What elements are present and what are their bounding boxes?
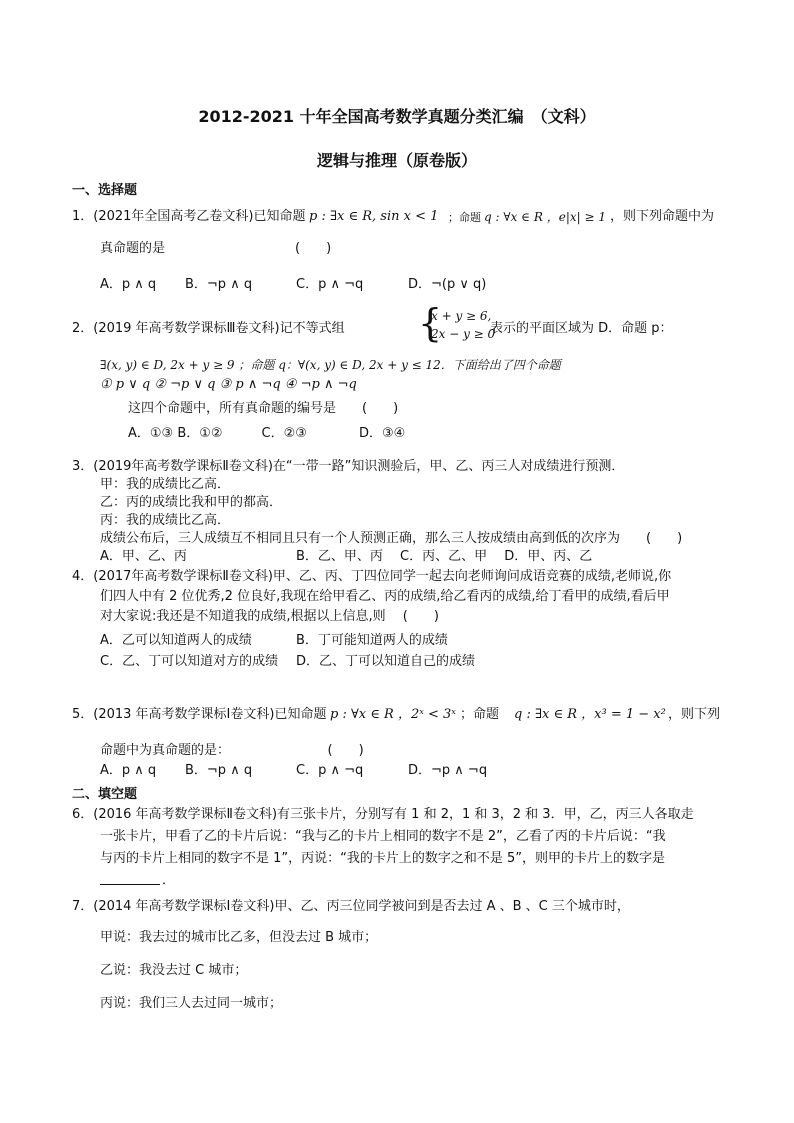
q3-stem-line1: 3．(2019年高考数学课标Ⅱ卷文科)在“一带一路”知识测验后，甲、乙、丙三人对成绩进行预测．	[72, 459, 625, 474]
section-heading-fill: 二、填空题	[72, 787, 138, 802]
q2-system-brace: {	[418, 301, 443, 345]
q4-option-b: B．丁可能知道两人的成绩	[296, 633, 448, 648]
q6-answer-blank	[100, 884, 160, 885]
q1-option-b: B．¬p ∧ q	[185, 277, 253, 292]
q5-stem-part1: 5．(2013 年高考数学课标Ⅰ卷文科)已知命题	[72, 707, 327, 722]
q3-stem-line5: 成绩公布后，三人成绩互不相同且只有一个人预测正确，那么三人按成绩由高到低的次序为 ( )	[100, 531, 683, 546]
q5-option-b: B．¬p ∧ q	[185, 763, 253, 778]
q5-stem-part3: ，则下列	[668, 707, 721, 722]
q5-option-c: C．p ∧ ¬q	[296, 763, 364, 778]
q2-system-eq1: x + y ≥ 6,	[431, 309, 492, 323]
q7-statement-yi: 乙说：我没去过 C 城市；	[100, 963, 248, 978]
q3-statement-bing: 丙：我的成绩比乙高．	[100, 513, 231, 528]
q6-stem-line1: 6．(2016 年高考数学课标Ⅱ卷文科)有三张卡片，分别写有 1 和 2，1 和 3，2 和 3．甲，乙，丙三人各取走	[72, 807, 694, 822]
section-heading-choice: 一、选择题	[72, 183, 138, 198]
q1-option-d: D．¬(p ∨ q)	[408, 277, 487, 292]
q3-options-bcd: B．乙、甲、丙 C．丙、乙、甲 D．甲、丙、乙	[296, 549, 593, 564]
q4-stem-line2: 们四人中有 2 位优秀,2 位良好,我现在给甲看乙、丙的成绩,给乙看丙的成绩,给丁看甲的成绩,看后甲	[100, 589, 670, 604]
q1-proposition-q: q : ∀x ∈ R ，e|x| ≥ 1	[484, 210, 606, 224]
q1-proposition-p: p : ∃x ∈ R, sin x < 1	[309, 209, 439, 224]
q6-stem-line2: 一张卡片，甲看了乙的卡片后说：“我与乙的卡片上相同的数字不是 2”，乙看了丙的卡片后说：“我	[100, 829, 666, 844]
q1-stem-line2: 真命题的是 ( )	[100, 241, 332, 256]
document-subtitle: 逻辑与推理（原卷版）	[316, 151, 477, 170]
q6-stem-end: ．	[162, 873, 176, 888]
q5-proposition-q: q : ∃x ∈ R ，x³ = 1 − x²	[514, 707, 666, 722]
q3-statement-jia: 甲：我的成绩比乙高．	[100, 477, 231, 492]
q6-stem-line3: 与丙的卡片上相同的数字不是 1”，丙说：“我的卡片上的数字之和不是 5”，则甲的卡片上的数字是	[100, 851, 666, 866]
q2-options: A．①③ B．①② C．②③ D．③④	[128, 426, 406, 441]
q5-option-d: D．¬p ∧ ¬q	[408, 763, 488, 778]
q1-stem-part3: ，则下列命题中为	[610, 209, 715, 224]
q2-propositions: ① p ∨ q ② ¬p ∨ q ③ p ∧ ¬q ④ ¬p ∧ ¬q	[100, 377, 357, 392]
q3-statement-yi: 乙：丙的成绩比我和甲的都高．	[100, 495, 283, 510]
q5-stem-line2: 命题中为真命题的是： ( )	[100, 743, 364, 758]
q1-option-a: A．p ∧ q	[100, 277, 157, 292]
q4-option-c: C．乙、丁可以知道对方的成绩	[100, 654, 279, 669]
q4-option-d: D．乙、丁可以知道自己的成绩	[296, 654, 476, 669]
q7-statement-jia: 甲说：我去过的城市比乙多，但没去过 B 城市；	[100, 930, 378, 945]
q5-option-a: A．p ∧ q	[100, 763, 157, 778]
q2-stem-part2: 表示的平面区域为 D．命题 p：	[490, 321, 673, 336]
q2-stem-line2: ∃(x, y) ∈ D, 2x + y ≥ 9 ；命题 q：∀(x, y) ∈ D, 2x + y ≤ 12．下面给出了四个命题	[100, 358, 561, 372]
q2-stem-part1: 2．(2019 年高考数学课标Ⅲ卷文科)记不等式组	[72, 321, 345, 336]
q7-statement-bing: 丙说：我们三人去过同一城市；	[100, 996, 283, 1011]
q5-stem-part2: ；命题	[460, 707, 500, 722]
q1-stem-part1: 1．(2021年全国高考乙卷文科)已知命题	[72, 209, 306, 224]
q1-stem-part2: ；命题	[448, 211, 481, 224]
q4-stem-line1: 4．(2017年高考数学课标Ⅱ卷文科)甲、乙、丙、丁四位同学一起去向老师询问成语竞赛的成绩,老师说,你	[72, 569, 672, 584]
q3-option-a: A．甲、乙、丙	[100, 549, 187, 564]
document-title: 2012-2021 十年全国高考数学真题分类汇编 （文科）	[198, 107, 596, 126]
q4-option-a: A．乙可以知道两人的成绩	[100, 633, 252, 648]
q2-system-eq2: 2x − y ≥ 0	[431, 327, 496, 341]
q4-stem-line3: 对大家说:我还是不知道我的成绩,根据以上信息,则 ( )	[100, 609, 439, 624]
q2-stem-line4: 这四个命题中，所有真命题的编号是 ( )	[128, 401, 399, 416]
q7-stem-line1: 7．(2014 年高考数学课标Ⅰ卷文科)甲、乙、丙三位同学被问到是否去过 A 、B 、C 三个城市时，	[72, 899, 630, 914]
q1-option-c: C．p ∧ ¬q	[296, 277, 364, 292]
q5-proposition-p: p : ∀x ∈ R ，2ˣ < 3ˣ	[330, 707, 456, 722]
